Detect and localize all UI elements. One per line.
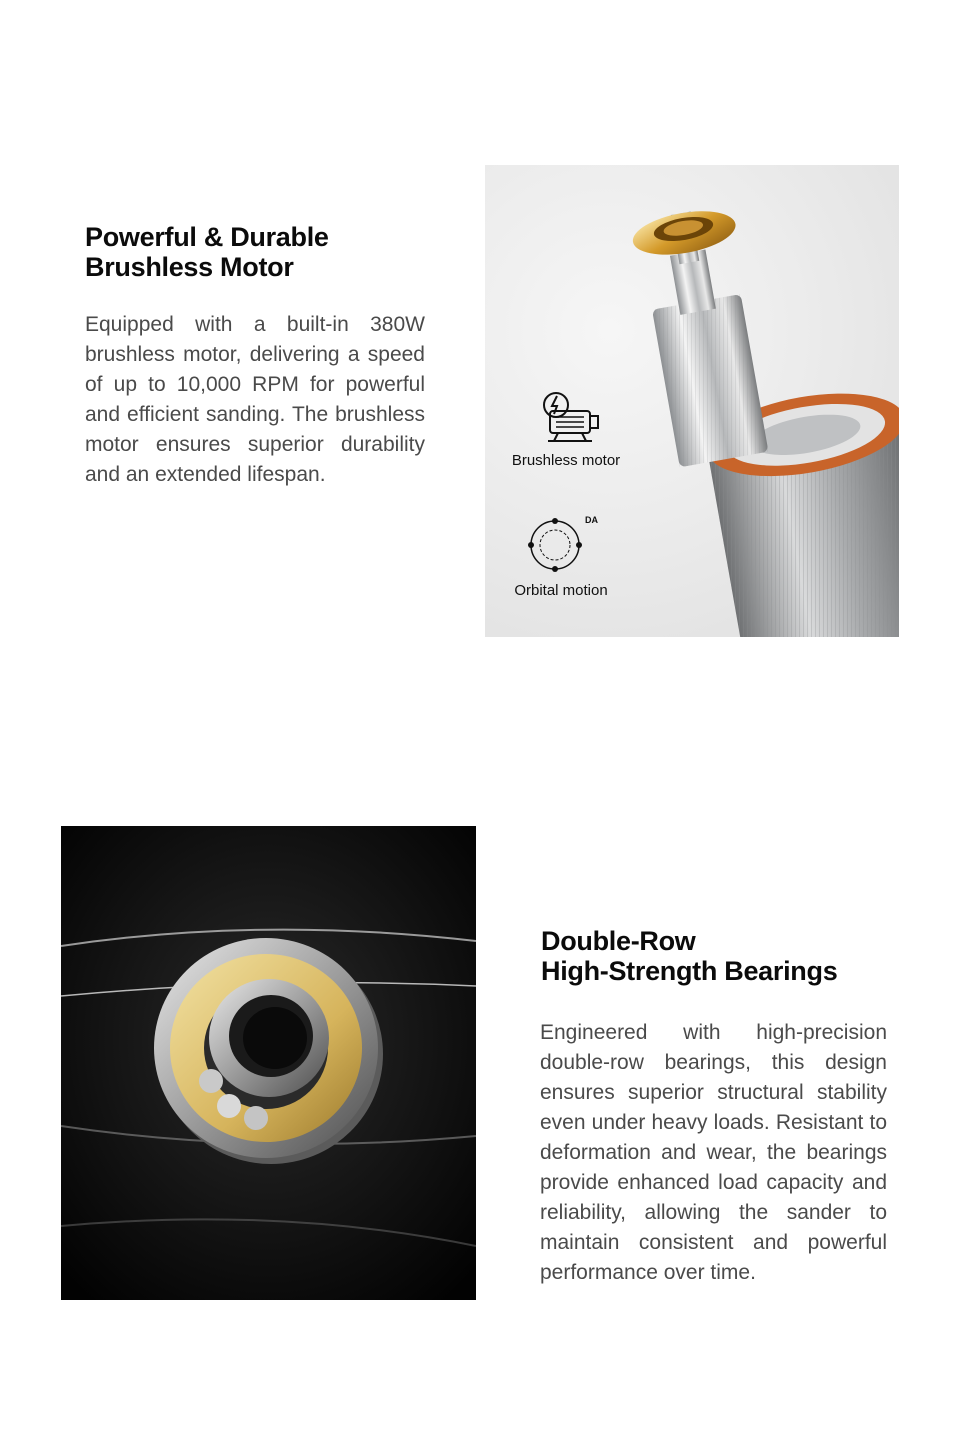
orbital-motion-icon-text: DA — [585, 515, 598, 525]
bearings-title-line-2: High-Strength Bearings — [541, 956, 838, 986]
motor-title-line-2: Brushless Motor — [85, 252, 294, 282]
orbital-motion-badge — [503, 513, 619, 599]
brushless-motor-image — [485, 165, 899, 637]
motor-description: Equipped with a built-in 380W brushless motor, delivering a speed of up to 10,000 RPM for powerful and efficient sanding. The brushless motor ensures superior durability and an extended lifespan. — [85, 313, 425, 486]
orbital-motion-label: Orbital motion — [514, 582, 608, 599]
orbital-motion-icon — [521, 513, 601, 577]
bearings-description: Engineered with high-precision double-row bearings, this design ensures superior structural stability even under heavy loads. Resistant to deformation and wear, the bearings provide enhanced load capacity and reliability, allowing the sander to maintain consistent and powerful performance over time. — [540, 1021, 887, 1284]
bearing-image — [61, 826, 476, 1300]
motor-section-title — [85, 222, 445, 282]
motor-title-line-1: Powerful & Durable — [85, 222, 329, 252]
bearing-illustration — [61, 826, 476, 1300]
brushless-motor-label: Brushless motor — [511, 452, 621, 469]
bearings-section-title — [541, 926, 921, 986]
bearings-title-line-1: Double-Row — [541, 926, 696, 956]
brushless-motor-badge — [503, 387, 629, 469]
brushless-motor-icon — [526, 387, 606, 447]
